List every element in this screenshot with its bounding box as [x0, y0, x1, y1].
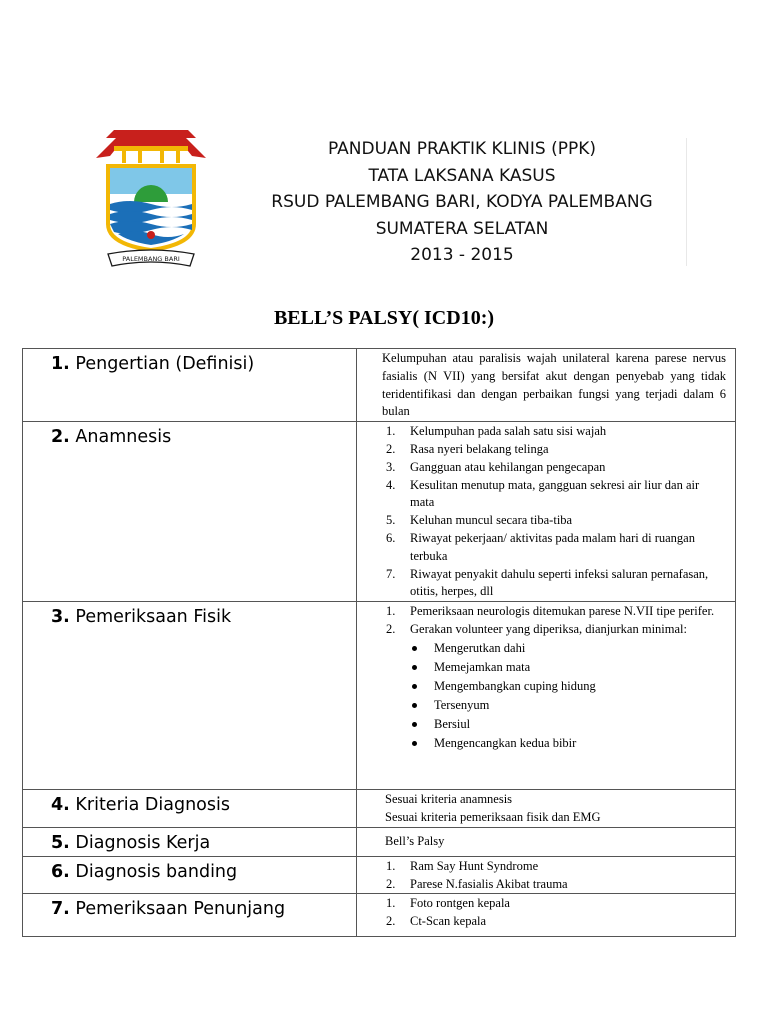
header-text-block — [232, 136, 692, 269]
definition-text: Kelumpuhan atau paralisis wajah unilateral karena parese nervus fasialis (N VII) yang bersifat akut dengan penyebab yang tidak teridentifikasi dan dengan perbaikan fungsi yang terjadi dalam 6 bulan — [382, 351, 726, 419]
bullet-item: Mengencangkan kedua bibir — [382, 735, 726, 753]
bullet-list — [382, 640, 726, 753]
row-content — [357, 827, 736, 856]
header-line-3: RSUD PALEMBANG BARI, KODYA PALEMBANG — [271, 192, 653, 212]
bullet-item: Bersiul — [382, 716, 726, 734]
row-content — [357, 894, 736, 937]
header-line-4: SUMATERA SELATAN — [375, 218, 549, 239]
header-divider — [686, 138, 687, 266]
table-row-anamnesis — [23, 422, 736, 602]
row-label-text: Pemeriksaan Fisik — [75, 607, 232, 628]
numbered-list — [382, 858, 726, 894]
table-row-diagnosis-banding — [23, 856, 736, 894]
list-item: 1. Foto rontgen kepala — [386, 896, 510, 911]
row-content — [357, 422, 736, 602]
list-item: 6. Riwayat pekerjaan/ aktivitas pada malam hari di ruangan terbuka — [386, 530, 695, 563]
bullet-item: Mengembangkan cuping hidung — [382, 678, 726, 696]
table-row-kriteria-diagnosis — [23, 790, 736, 828]
header-line-1: PANDUAN PRAKTIK KLINIS (PPK) — [327, 139, 597, 159]
bullet-icon — [412, 722, 417, 727]
row-number: 7. — [51, 899, 70, 920]
list-item: 2. Ct-Scan kepala — [386, 914, 487, 929]
bullet-item: Tersenyum — [382, 697, 726, 715]
row-label — [23, 602, 357, 790]
row-label-text: Anamnesis — [75, 427, 172, 448]
row-label — [23, 856, 357, 894]
bullet-item: Mengerutkan dahi — [382, 640, 726, 658]
list-item: 1. Kelumpuhan pada salah satu sisi wajah — [386, 424, 607, 439]
criteria-line: Sesuai kriteria anamnesis — [385, 792, 513, 807]
row-number: 4. — [51, 795, 70, 816]
numbered-list — [382, 895, 726, 931]
bullet-icon — [412, 703, 417, 708]
list-item: 5. Keluhan muncul secara tiba-tiba — [386, 513, 573, 528]
document-title: BELL’S PALSY( ICD10:) — [273, 307, 495, 329]
row-number: 6. — [51, 861, 70, 882]
row-label — [23, 422, 357, 602]
row-content — [357, 856, 736, 894]
bullet-item: Memejamkan mata — [382, 659, 726, 677]
bullet-icon — [412, 684, 417, 689]
row-label — [23, 349, 357, 422]
list-item: 3. Gangguan atau kehilangan pengecapan — [386, 459, 606, 474]
row-content — [357, 602, 736, 790]
row-label — [23, 790, 357, 828]
bullet-icon — [412, 665, 417, 670]
list-item: 2. Parese N.fasialis Akibat trauma — [386, 876, 568, 891]
row-label-text: Diagnosis Kerja — [75, 832, 211, 853]
kota-palembang-emblem-icon — [92, 128, 210, 273]
list-item: 2. Rasa nyeri belakang telinga — [386, 441, 549, 456]
criteria-line: Sesuai kriteria pemeriksaan fisik dan EMG — [385, 809, 601, 824]
row-content — [357, 790, 736, 828]
row-content — [357, 349, 736, 422]
row-number: 5. — [51, 832, 70, 853]
row-number: 2. — [51, 427, 70, 448]
numbered-list — [382, 603, 726, 639]
numbered-list — [382, 423, 726, 601]
table-row-pengertian — [23, 349, 736, 422]
emblem-motto: PALEMBANG BARI — [122, 255, 180, 263]
working-diagnosis: Bell’s Palsy — [385, 833, 445, 848]
list-item: 1. Ram Say Hunt Syndrome — [386, 858, 539, 873]
row-label-text: Pengertian (Definisi) — [75, 354, 255, 374]
table-row-pemeriksaan-fisik — [23, 602, 736, 790]
table-row-pemeriksaan-penunjang — [23, 894, 736, 937]
row-label-text: Kriteria Diagnosis — [75, 795, 230, 816]
ppk-table — [22, 348, 736, 937]
list-item: 7. Riwayat penyakit dahulu seperti infeksi saluran pernafasan, otitis, herpes, dll — [386, 566, 709, 599]
bullet-icon — [412, 741, 417, 746]
row-label-text: Diagnosis banding — [75, 861, 238, 882]
header-line-5: 2013 - 2015 — [410, 245, 514, 265]
row-number: 3. — [51, 607, 70, 628]
row-label — [23, 827, 357, 856]
list-item: 2. Gerakan volunteer yang diperiksa, dianjurkan minimal: — [386, 621, 687, 636]
document-header — [92, 128, 692, 273]
row-label — [23, 894, 357, 937]
list-item: 1. Pemeriksaan neurologis ditemukan parese N.VII tipe perifer. — [386, 604, 715, 619]
row-label-text: Pemeriksaan Penunjang — [75, 899, 286, 920]
list-item: 4. Kesulitan menutup mata, gangguan sekresi air liur dan air mata — [386, 477, 700, 510]
bullet-icon — [412, 646, 417, 651]
table-row-diagnosis-kerja — [23, 827, 736, 856]
row-number: 1. — [51, 354, 70, 374]
header-line-2: TATA LAKSANA KASUS — [368, 165, 556, 186]
